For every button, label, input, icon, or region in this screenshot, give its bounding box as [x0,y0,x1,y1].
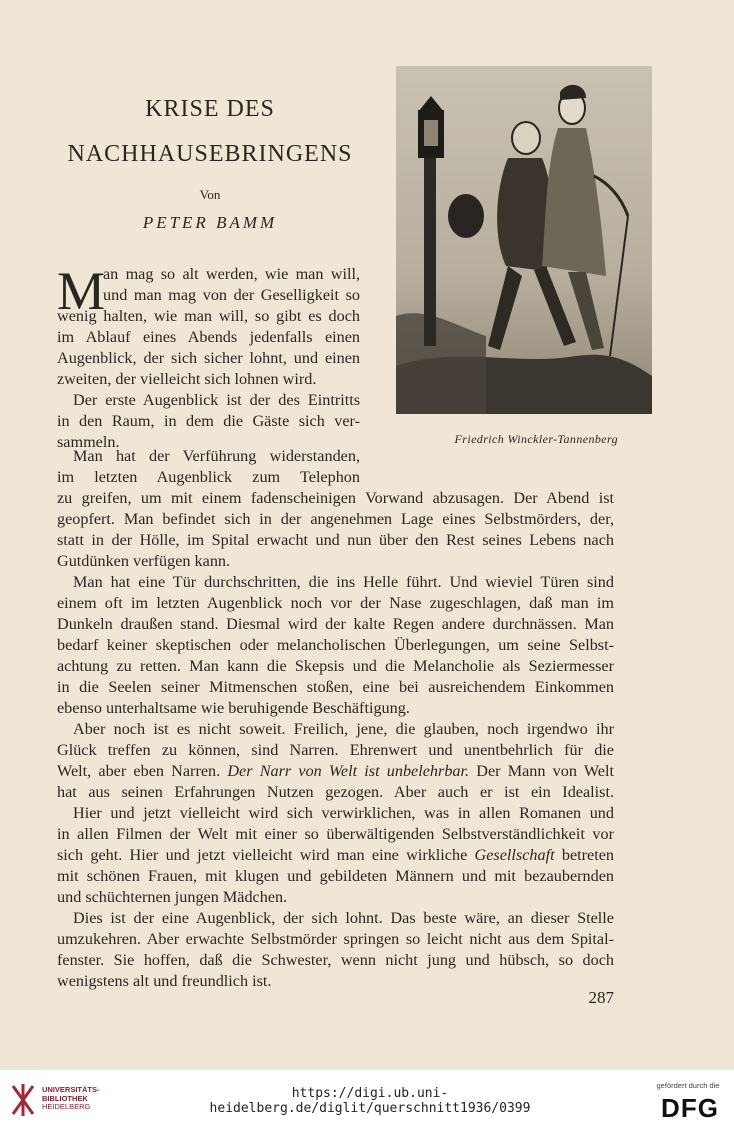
text-line: Glück treffen zu können, sind Narren. Ehrenwert und unentbehrlich für die [57,741,614,759]
text-segment: Welt, aber eben Narren. [57,762,221,780]
text-line: Gutdünken verfügen kann. [57,552,231,570]
text-line: Man hat eine Tür durchschritten, die ins Helle führt. Und wieviel Türen sind [73,573,614,591]
handbag [448,194,484,238]
funding-label: gefördert durch die [656,1081,720,1090]
italic-word: Gesellschaft [474,846,555,864]
text-line: Dunkeln draußen stand. Diesmal wird der kalte Regen andere durchnässen. Man [57,615,614,633]
lantern-post [424,146,436,346]
text-line: bedarf keiner skeptischen oder melancholischen Überlegungen, um seine Selbst- [57,636,614,654]
page-number: 287 [588,988,614,1007]
text-segment: Der Mann von Welt [476,762,614,780]
text-line: geopfert. Man befindet sich in der angenehmen Lage eines Selbstmörders, der, [57,510,614,528]
text-line: zu greifen, um mit einem fadenscheinigen Vorwand abzusagen. Der Abend ist [57,489,614,507]
text-line: statt in der Hölle, im Spital erwacht und nun über den Rest seines Lebens nach [57,531,614,549]
text-line: Der erste Augenblick ist der des Eintritts [73,391,360,409]
text-line: fenster. Sie hoffen, daß die Schwester, wenn nicht jung und hübsch, so doch [57,951,614,969]
illustration-caption: Friedrich Winckler-Tannenberg [454,432,618,446]
text-line: hat aus seinen Erfahrungen Nutzen gezogen. Aber auch er ist ein Idealist. [57,783,614,801]
text-line: ebenso unterhaltsame wie beruhigende Beschäftigung. [57,699,410,717]
permalink-url[interactable]: https://digi.ub.uni-heidelberg.de/diglit/querschnitt1936/0399 [209,1086,531,1116]
text-line: einem oft im letzten Augenblick noch vor der Nase zugeschlagen, daß man im [57,594,614,612]
library-line: UNIVERSITÄTS- [42,1085,100,1094]
dfg-logo: DFG [661,1093,719,1123]
text-line: Dies ist der eine Augenblick, der sich lohnt. Das beste wäre, an dieser Stelle [73,909,614,927]
university-library-name [42,1086,100,1112]
text-line: an mag so alt werden, wie man will, [103,265,360,283]
lantern-glass [424,120,438,146]
author-name: PETER BAMM [142,213,278,232]
text-line: Hier und jetzt vielleicht wird sich verwirklichen, was in allen Romanen und [73,804,614,822]
library-line: BIBLIOTHEK [42,1093,88,1103]
text-line [57,845,614,866]
text-line: achtung zu retten. Man kann die Skepsis und die Melancholie als Seziermesser [57,657,614,675]
text-segment: sich geht. Hier und jetzt vielleicht wird man eine wirkliche [57,846,468,864]
text-line: sammeln. [57,433,120,451]
text-line: Aber noch ist es nicht soweit. Freilich, jene, die glauben, noch irgendwo ihr [73,720,614,738]
text-line: in die Seelen seiner Mitmenschen stoßen, eine bei ausreichendem Einkommen [57,678,614,696]
text-line: und man mag von der Geselligkeit so [103,286,360,304]
text-line: umzukehren. Aber erwachte Selbstmörder springen so leicht nicht aus dem Spital- [57,930,614,948]
text-line: wenigstens alt und freundlich ist. [57,972,272,990]
text-line: Augenblick, der sich sicher lohnt, und einen [57,349,360,367]
text-line: zweiten, der vielleicht sich lohnen wird. [57,370,317,388]
man-head [512,122,540,154]
text-line: und schüchternen jungen Mädchen. [57,888,288,906]
text-line [57,761,614,782]
etching-illustration [396,66,652,414]
drop-cap: M [57,261,106,321]
article-title-line-1: KRISE DES [145,96,275,122]
text-line: mit schönen Frauen, mit klugen und gebildeten Männern und mit bezaubernden [57,867,614,885]
text-line: in den Raum, in dem die Gäste sich ver- [57,412,360,430]
byline-prefix: Von [199,187,221,202]
article-title-line-2: NACHHAUSEBRINGENS [67,141,353,167]
library-line: HEIDELBERG [42,1102,91,1111]
text-line: im letzten Augenblick zum Telephon [57,468,360,486]
text-line: wenig halten, wie man will, so gibt es doch [57,307,360,325]
university-library-logo-icon [10,1082,36,1118]
text-line: Man hat der Verführung widerstanden, [73,447,360,465]
text-line: im Ablauf eines Abends jedenfalls einen [57,328,360,346]
text-segment: betreten [561,846,614,864]
italic-quote: Der Narr von Welt ist unbelehrbar. [227,762,470,780]
text-line: in allen Filmen der Welt mit einer so überwältigenden Selbstverständlichkeit vor [57,825,614,843]
